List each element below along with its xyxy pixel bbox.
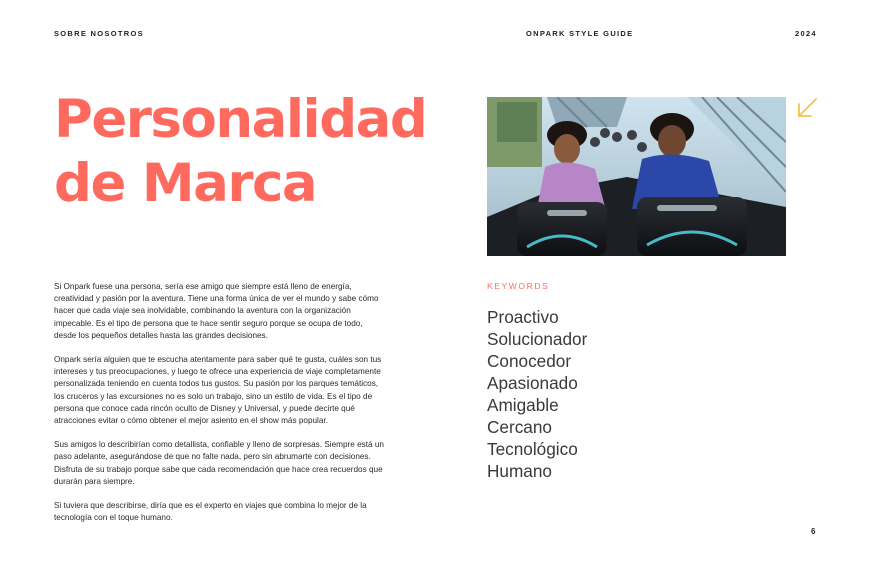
keyword-item: Conocedor [487,351,572,371]
keywords-list [487,306,587,482]
keyword-item: Proactivo [487,307,559,327]
page-title-line-1: Personalidad [54,89,427,150]
header-guide-title: ONPARK STYLE GUIDE [526,29,634,38]
body-paragraph-4: Si tuviera que describirse, diría que es el experto en viajes que combina lo mejor de la tecnología con el toque humano. [54,501,367,523]
body-paragraph-1: Si Onpark fuese una persona, sería ese amigo que siempre está lleno de energía, creatividad y pasión por la aventura. Tiene una forma única de ver el mundo y sabe cómo hacer que cada viaje sea inolvidable, combinando la aventura con la organización impecable. Es el tipo de persona que te hace sentir seguro porque se ocupa de todo, desde los pequeños detalles hasta las grandes decisiones. [54,282,379,340]
page-title-line-2: de Marca [54,153,317,214]
page-number: 6 [811,527,816,536]
page-title [54,88,426,216]
header-section-label: SOBRE NOSOTROS [54,29,144,38]
keyword-item: Solucionador [487,329,588,349]
body-paragraph-2: Onpark sería alguien que te escucha atentamente para saber qué te gusta, cuáles son tus intereses y tus preocupaciones, y luego te ofrece una experiencia de viaje completamente personalizada teniendo en cuenta todos tus gustos. Su pasión por los parques temáticos, los cruceros y las excursiones no es solo un trabajo, sino un estilo de vida. Es el tipo de persona que conoce cada rincón oculto de Disney y Universal, y puede decirte qué atracciones evitar o cómo obtener el mejor asiento en el show más popular. [54,355,382,426]
body-paragraph-3: Sus amigos lo describirían como detallista, confiable y lleno de sorpresas. Siempre está un paso adelante, asegurándose de que no falte nada, pero sin abrumarte con decisiones. Disfruta de su trabajo porque sabe que cada recomendación que hace crea recuerdos que durarán para siempre. [54,440,384,486]
body-text [54,281,386,536]
hero-photo-roller-coaster [487,97,786,256]
keyword-item: Tecnológico [487,439,578,459]
keyword-item: Cercano [487,417,552,437]
header-year: 2024 [795,29,817,38]
keywords-label: KEYWORDS [487,281,550,291]
keyword-item: Apasionado [487,373,578,393]
arrow-down-left-icon [796,97,818,119]
keyword-item: Humano [487,461,552,481]
keyword-item: Amigable [487,395,559,415]
